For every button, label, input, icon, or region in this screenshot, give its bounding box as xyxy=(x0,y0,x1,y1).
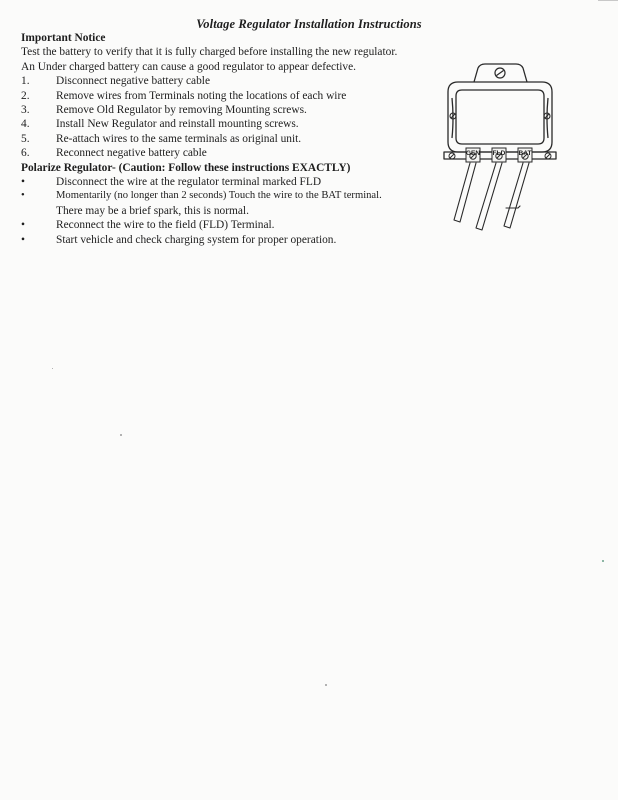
wire-bat xyxy=(504,163,529,228)
step-text: Install New Regulator and reinstall mounting screws. xyxy=(56,118,299,131)
polarize-heading: Polarize Regulator- (Caution: Follow these instructions EXACTLY) xyxy=(21,161,351,174)
bullet-marker: • xyxy=(21,233,25,246)
jumper-wire xyxy=(506,206,520,208)
scan-speck xyxy=(325,684,327,686)
bullet-marker: • xyxy=(21,219,25,232)
terminal-label-bat: BAT xyxy=(518,150,532,157)
notice-line: Test the battery to verify that it is fully charged before installing the new regulator. xyxy=(21,46,398,59)
step-number: 1. xyxy=(21,75,30,88)
wire-gen xyxy=(454,163,476,222)
polarize-list xyxy=(21,175,421,247)
bullet-continuation: There may be a brief spark, this is normal. xyxy=(56,204,249,217)
step-text: Reconnect negative battery cable xyxy=(56,147,207,160)
bullet-item xyxy=(21,218,421,232)
bullet-text: Reconnect the wire to the field (FLD) Terminal. xyxy=(56,219,275,232)
notice-heading: Important Notice xyxy=(21,32,106,44)
step-number: 5. xyxy=(21,132,30,145)
scan-speck xyxy=(52,368,53,369)
step-text: Re-attach wires to the same terminals as original unit. xyxy=(56,132,302,145)
step-number: 3. xyxy=(21,104,30,117)
step-item xyxy=(21,132,421,146)
step-number: 6. xyxy=(21,147,30,160)
scan-speck xyxy=(602,560,604,562)
bullet-text: Start vehicle and check charging system for proper operation. xyxy=(56,233,337,246)
step-text: Remove Old Regulator by removing Mounting screws. xyxy=(56,104,307,117)
bullet-marker: • xyxy=(21,190,25,202)
step-item xyxy=(21,117,421,131)
step-item xyxy=(21,146,421,160)
step-item xyxy=(21,74,421,88)
step-number: 2. xyxy=(21,89,30,102)
bullet-text: Momentarily (no longer than 2 seconds) Touch the wire to the BAT terminal. xyxy=(56,190,382,202)
base-screw-left-icon xyxy=(449,153,455,159)
terminal-label-gen: GEN xyxy=(465,150,481,157)
bullet-item xyxy=(21,233,421,247)
bullet-text: Disconnect the wire at the regulator terminal marked FLD xyxy=(56,176,322,189)
instructions-text xyxy=(21,31,421,247)
step-text: Remove wires from Terminals noting the locations of each wire xyxy=(56,89,347,102)
step-item xyxy=(21,89,421,103)
bullet-item xyxy=(21,175,421,189)
scan-speck xyxy=(120,434,122,436)
notice-line: An Under charged battery can cause a good regulator to appear defective. xyxy=(21,60,357,73)
regulator-diagram xyxy=(440,60,560,235)
wire-fld xyxy=(476,163,502,230)
base-screw-right-icon xyxy=(545,153,551,159)
bullet-item xyxy=(21,189,421,203)
bullet-marker: • xyxy=(21,176,25,189)
step-text: Disconnect negative battery cable xyxy=(56,75,211,88)
top-screw-icon xyxy=(495,68,505,78)
document-title: Voltage Regulator Installation Instructions xyxy=(196,17,422,31)
step-item xyxy=(21,103,421,117)
terminal-label-fld: FLD xyxy=(492,150,506,157)
scan-edge-mark xyxy=(598,0,618,7)
step-number: 4. xyxy=(21,118,30,131)
steps-list xyxy=(21,74,421,160)
